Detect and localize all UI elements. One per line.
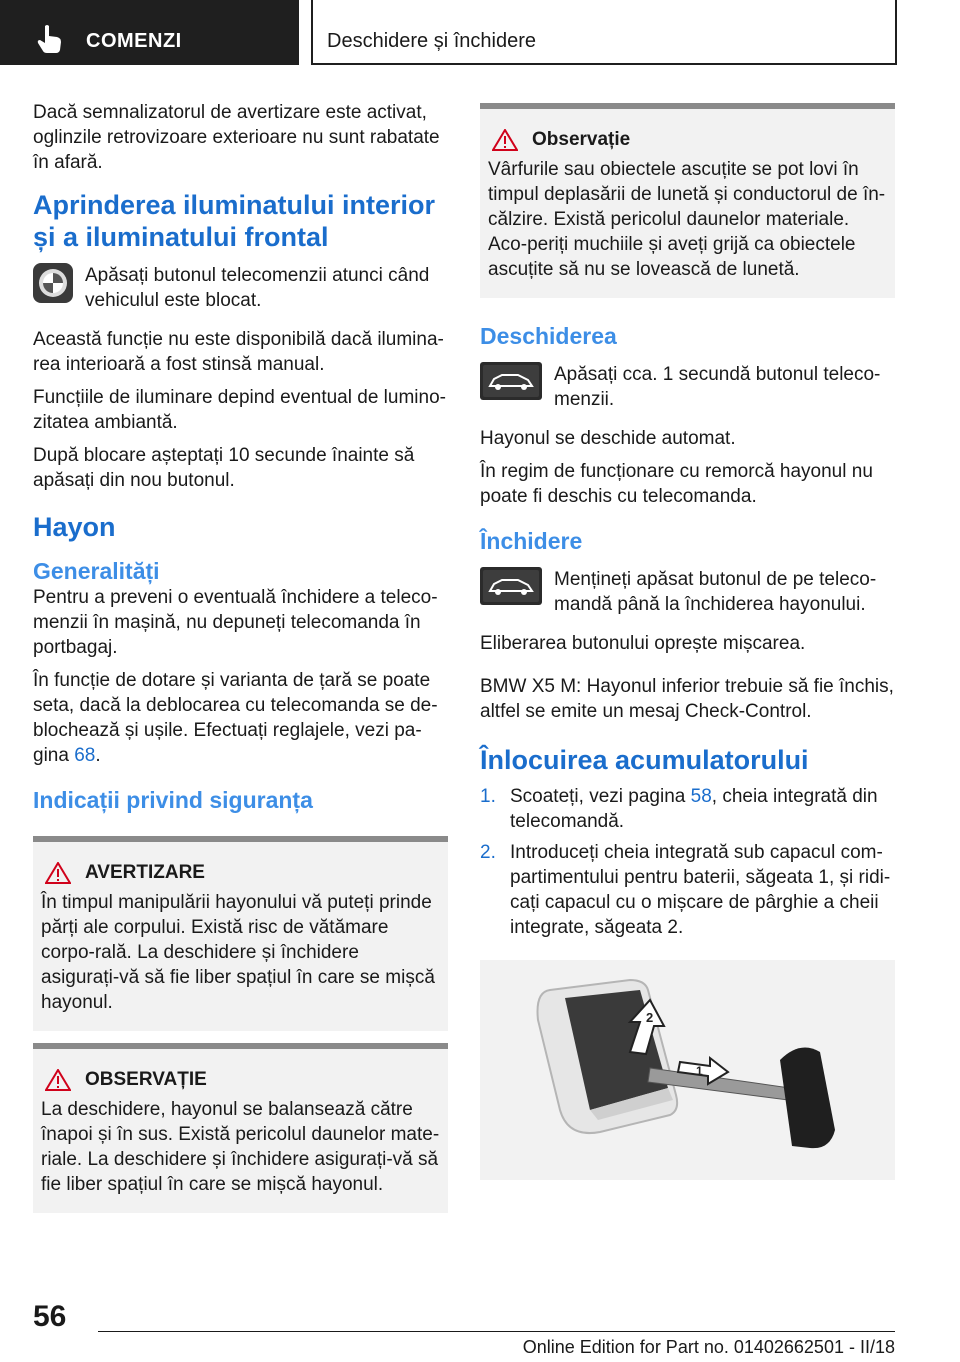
footer-divider (98, 1331, 895, 1332)
close-instruction-text: Mențineți apăsat butonul de pe teleco-mandă până la închiderea hayonului. (554, 569, 877, 615)
paragraph: Pentru a preveni o eventuală închidere a teleco-menzii în mașină, nu depuneți telecomanda în portbagaj. (33, 587, 438, 658)
section-title: COMENZI (86, 30, 182, 52)
left-column (33, 100, 448, 1213)
observation-text: Vârfurile sau obiectele ascuțite se pot lovi în timpul deplasării de lunetă și conductorul de în-călzire. Există pericolul daunelor materiale. Aco-periți muchiile și aveți grijă ca obiectele ascuțite să nu se lovească de lunetă. (488, 159, 886, 280)
tailgate-button-icon (480, 567, 542, 605)
heading-closing: Închidere (480, 528, 583, 554)
warning-icon (492, 129, 518, 151)
paragraph: Hayonul se deschide automat. (480, 428, 736, 449)
heading-hayon: Hayon (33, 512, 116, 542)
right-column (480, 103, 895, 1180)
heading-interior-lighting: Aprinderea iluminatului interior și a iluminatului frontal (33, 190, 436, 252)
hand-pointer-icon (36, 24, 64, 54)
close-instruction (480, 567, 895, 617)
observation-title: Observație (532, 129, 631, 150)
warning-icon (45, 1069, 71, 1091)
paragraph: În regim de funcționare cu remorcă hayonul nu poate fi deschis cu telecomanda. (480, 461, 873, 507)
footer-edition: Online Edition for Part no. 01402662501 - II/18 (522, 1337, 895, 1357)
warning-box (33, 836, 448, 1031)
heading-opening: Deschiderea (480, 323, 617, 349)
intro-paragraph: Dacă semnalizatorul de avertizare este activat, oglinzile retrovizoare exterioare nu sunt rabatate în afară. (33, 102, 440, 173)
observation-box (480, 103, 895, 298)
key-illustration (480, 960, 895, 1180)
step-item: 1. Scoateți, vezi pagina 58, cheia integrată din telecomandă. (480, 786, 878, 832)
paragraph: Această funcție nu este disponibilă dacă ilumina-rea interioară a fost stinsă manual. (33, 329, 444, 375)
open-instruction-text: Apăsați cca. 1 secundă butonul teleco-menzii. (554, 364, 881, 410)
paragraph: După blocare așteptați 10 secunde înainte să apăsați din nou butonul. (33, 445, 415, 491)
remote-instruction (33, 263, 448, 313)
notice-box (33, 1043, 448, 1213)
paragraph: În funcție de dotare și varianta de țară se poate seta, dacă la deblocarea cu telecomanda se de-blochează și ușile. Efectuați reglajele, vezi pa-gina 68. (33, 670, 438, 766)
paragraph: BMW X5 M: Hayonul inferior trebuie să fie închis, altfel se emite un mesaj Check-Control. (480, 676, 894, 722)
warning-text: În timpul manipulării hayonului vă puteți prinde părți ale corpului. Există risc de vătămare corpo-rală. La deschidere și închidere asigurați-vă să fie liber spațiul în care se mișcă hayonul. (41, 892, 435, 1013)
paragraph: Funcțiile de iluminare depind eventual de lumino-zitatea ambiantă. (33, 387, 446, 433)
remote-instruction-text: Apăsați butonul telecomenzii atunci când vehiculul este blocat. (85, 265, 430, 311)
section-tab (0, 0, 299, 65)
notice-title: OBSERVAȚIE (85, 1069, 207, 1090)
page-link[interactable]: 58 (690, 786, 712, 807)
page-number: 56 (33, 1300, 67, 1333)
page-link[interactable]: 68 (74, 745, 96, 766)
tailgate-button-icon (480, 362, 542, 400)
paragraph: Eliberarea butonului oprește mișcarea. (480, 633, 806, 654)
bmw-logo-icon (33, 263, 73, 303)
arrow-1-label: 1 (696, 1064, 703, 1078)
heading-safety: Indicații privind siguranța (33, 787, 313, 813)
chapter-title: Deschidere și închidere (327, 30, 536, 52)
remote-key-image (480, 960, 895, 1180)
step-item: 2. Introduceți cheia integrată sub capacul com-partimentului pentru baterii, săgeata 1, și ridi-cați capacul cu o mișcare de pârghie a cheii integrate, săgeata 2. (480, 842, 891, 938)
warning-title: AVERTIZARE (85, 862, 205, 883)
chapter-tab (311, 0, 897, 65)
arrow-2-label: 2 (646, 1010, 654, 1025)
heading-battery: Înlocuirea acumulatorului (480, 745, 809, 775)
open-instruction (480, 362, 895, 412)
warning-icon (45, 862, 71, 884)
heading-general: Generalități (33, 558, 160, 584)
notice-text: La deschidere, hayonul se balansează către înapoi și în sus. Există pericolul daunelor mate-riale. La deschidere și închidere asigurați-vă să fie liber spațiul în care se mișcă hayonul. (41, 1099, 440, 1195)
